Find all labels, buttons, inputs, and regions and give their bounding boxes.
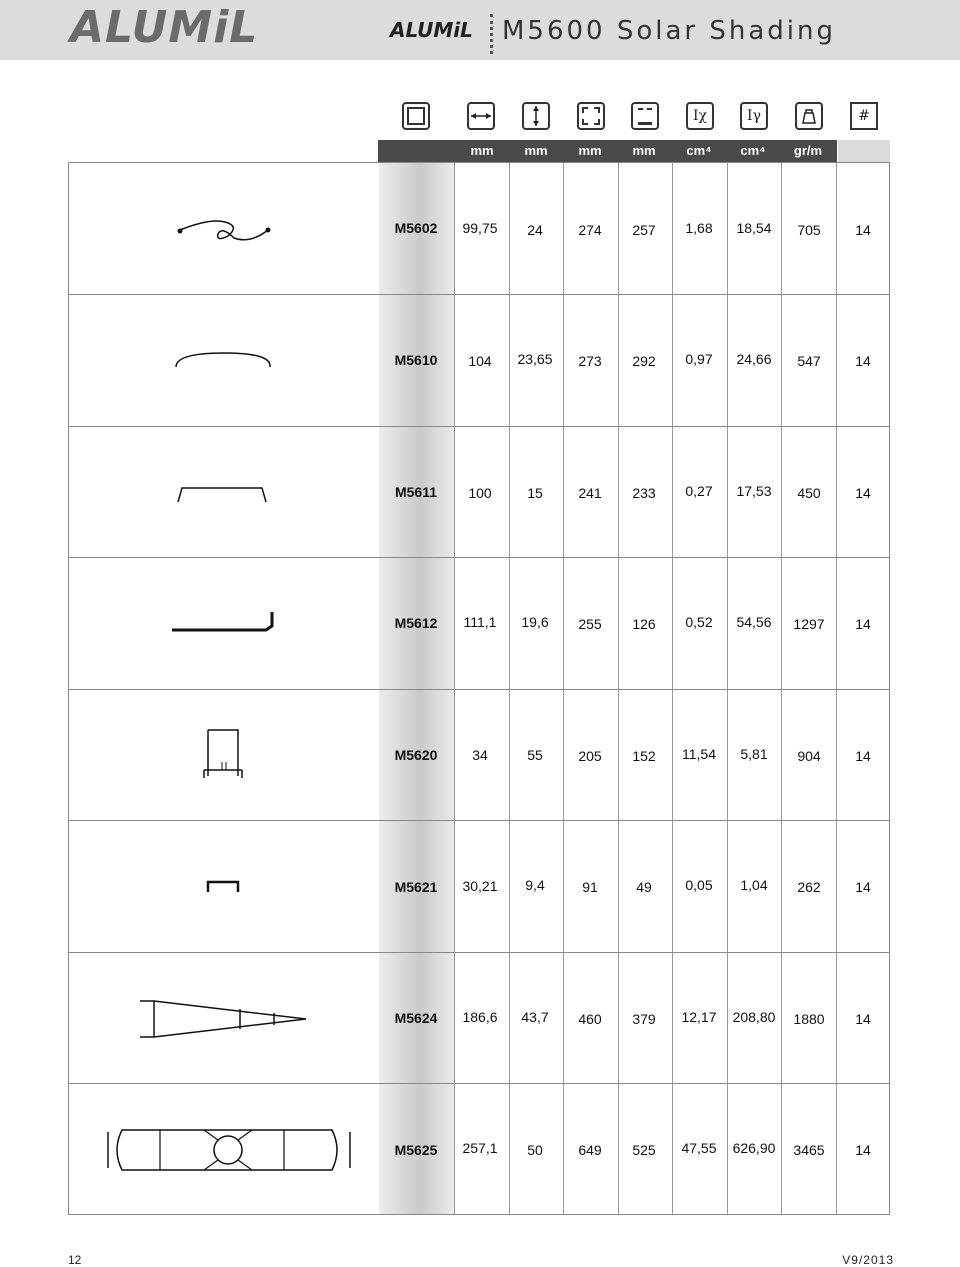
- table-cell: 460: [578, 1011, 602, 1027]
- profile-code: M5611: [394, 484, 438, 500]
- version-label: V9/2013: [842, 1253, 894, 1267]
- profile-code: M5620: [394, 747, 438, 763]
- table-cell: 14: [855, 879, 871, 895]
- table-cell: 15: [527, 485, 543, 501]
- table-cell: 111,1: [463, 614, 497, 630]
- unit-label: mm: [524, 143, 548, 158]
- profile-drawing-m5620: [198, 726, 246, 782]
- table-cell: 1,68: [685, 220, 713, 236]
- table-cell: 9,4: [525, 877, 545, 893]
- table-cell: 18,54: [736, 220, 772, 236]
- table-cell: 50: [527, 1142, 543, 1158]
- table-cell: 14: [855, 353, 871, 369]
- table-cell: 450: [797, 485, 821, 501]
- unit-blank-cell: [838, 140, 890, 162]
- table-cell: 649: [578, 1142, 602, 1158]
- unit-label: mm: [632, 143, 656, 158]
- table-cell: 152: [632, 748, 656, 764]
- profile-drawing-m5621: [204, 876, 242, 896]
- table-cell: 30,21: [462, 878, 498, 894]
- unit-label: mm: [470, 143, 494, 158]
- profile-drawing-m5624: [134, 995, 314, 1043]
- table-cell: 24,66: [736, 351, 772, 367]
- row-divider: [69, 557, 889, 558]
- row-divider: [69, 689, 889, 690]
- table-cell: 91: [582, 879, 598, 895]
- profile-code: M5602: [394, 220, 438, 236]
- ix-inertia-icon: Iχ: [686, 102, 714, 130]
- table-cell: 34: [472, 747, 488, 763]
- table-cell: 3465: [793, 1142, 825, 1158]
- profile-drawing-m5612: [168, 606, 280, 636]
- table-cell: 208,80: [732, 1009, 776, 1025]
- page-title: M5600 Solar Shading: [502, 16, 837, 46]
- unit-label: mm: [578, 143, 602, 158]
- table-cell: 0,52: [685, 614, 713, 630]
- width-arrow-icon: [467, 102, 495, 130]
- table-cell: 14: [855, 1142, 871, 1158]
- brand-logo: ALUMiL: [70, 2, 259, 53]
- table-cell: 273: [578, 353, 602, 369]
- table-cell: 14: [855, 748, 871, 764]
- table-cell: 705: [797, 222, 821, 238]
- table-cell: 525: [632, 1142, 656, 1158]
- unit-label: cm⁴: [740, 143, 766, 158]
- profile-drawing-m5611: [172, 480, 272, 506]
- table-cell: 100: [468, 485, 492, 501]
- table-cell: 12,17: [681, 1009, 717, 1025]
- iy-inertia-icon: Iγ: [740, 102, 768, 130]
- table-cell: 49: [636, 879, 652, 895]
- table-cell: 43,7: [521, 1009, 549, 1025]
- profile-code: M5625: [394, 1142, 438, 1158]
- profile-code: M5624: [394, 1010, 438, 1026]
- table-cell: 14: [855, 616, 871, 632]
- table-cell: 547: [797, 353, 821, 369]
- table-cell: 255: [578, 616, 602, 632]
- table-cell: 626,90: [732, 1140, 776, 1156]
- table-cell: 904: [797, 748, 821, 764]
- unit-label: gr/m: [793, 143, 823, 158]
- title-separator: [490, 14, 493, 54]
- table-cell: 17,53: [736, 483, 772, 499]
- table-cell: 186,6: [462, 1009, 498, 1025]
- profile-code: M5610: [394, 352, 438, 368]
- table-cell: 0,97: [685, 351, 713, 367]
- page-header: [0, 0, 960, 60]
- row-divider: [69, 952, 889, 953]
- table-cell: 257: [632, 222, 656, 238]
- table-cell: 19,6: [521, 614, 549, 630]
- bottom-section-icon: [631, 102, 659, 130]
- frame-section-icon: [402, 102, 430, 130]
- table-cell: 1297: [793, 616, 825, 632]
- table-cell: 1,04: [740, 877, 768, 893]
- table-cell: 0,05: [685, 877, 713, 893]
- table-cell: 379: [632, 1011, 656, 1027]
- row-divider: [69, 426, 889, 427]
- table-cell: 24: [527, 222, 543, 238]
- table-cell: 14: [855, 222, 871, 238]
- profile-drawing-m5625: [104, 1124, 354, 1176]
- table-cell: 262: [797, 879, 821, 895]
- row-divider: [69, 820, 889, 821]
- height-arrow-icon: [522, 102, 550, 130]
- table-cell: 55: [527, 747, 543, 763]
- table-cell: 257,1: [462, 1140, 498, 1156]
- profile-drawing-m5610: [172, 345, 277, 375]
- table-cell: 47,55: [681, 1140, 717, 1156]
- count-icon: #: [850, 102, 878, 130]
- table-cell: 205: [578, 748, 602, 764]
- table-cell: 233: [632, 485, 656, 501]
- unit-label: cm⁴: [686, 143, 712, 158]
- table-cell: 14: [855, 485, 871, 501]
- table-cell: 274: [578, 222, 602, 238]
- profile-code: M5621: [394, 879, 438, 895]
- table-cell: 54,56: [736, 614, 772, 630]
- table-cell: 0,27: [685, 483, 713, 499]
- weight-icon: [795, 102, 823, 130]
- table-cell: 99,75: [462, 220, 498, 236]
- row-divider: [69, 1083, 889, 1084]
- table-cell: 241: [578, 485, 602, 501]
- table-cell: 5,81: [740, 746, 768, 762]
- small-brand-logo: ALUMiL: [390, 18, 473, 42]
- profile-code: M5612: [394, 615, 438, 631]
- table-cell: 126: [632, 616, 656, 632]
- profile-table: [68, 162, 890, 1215]
- page-number: 12: [68, 1253, 82, 1267]
- dashed-section-icon: [577, 102, 605, 130]
- table-cell: 104: [468, 353, 492, 369]
- table-cell: 14: [855, 1011, 871, 1027]
- table-cell: 1880: [793, 1011, 825, 1027]
- table-cell: 292: [632, 353, 656, 369]
- table-cell: 11,54: [682, 746, 716, 762]
- table-cell: 23,65: [517, 351, 553, 367]
- row-divider: [69, 294, 889, 295]
- profile-drawing-m5602: [170, 210, 280, 250]
